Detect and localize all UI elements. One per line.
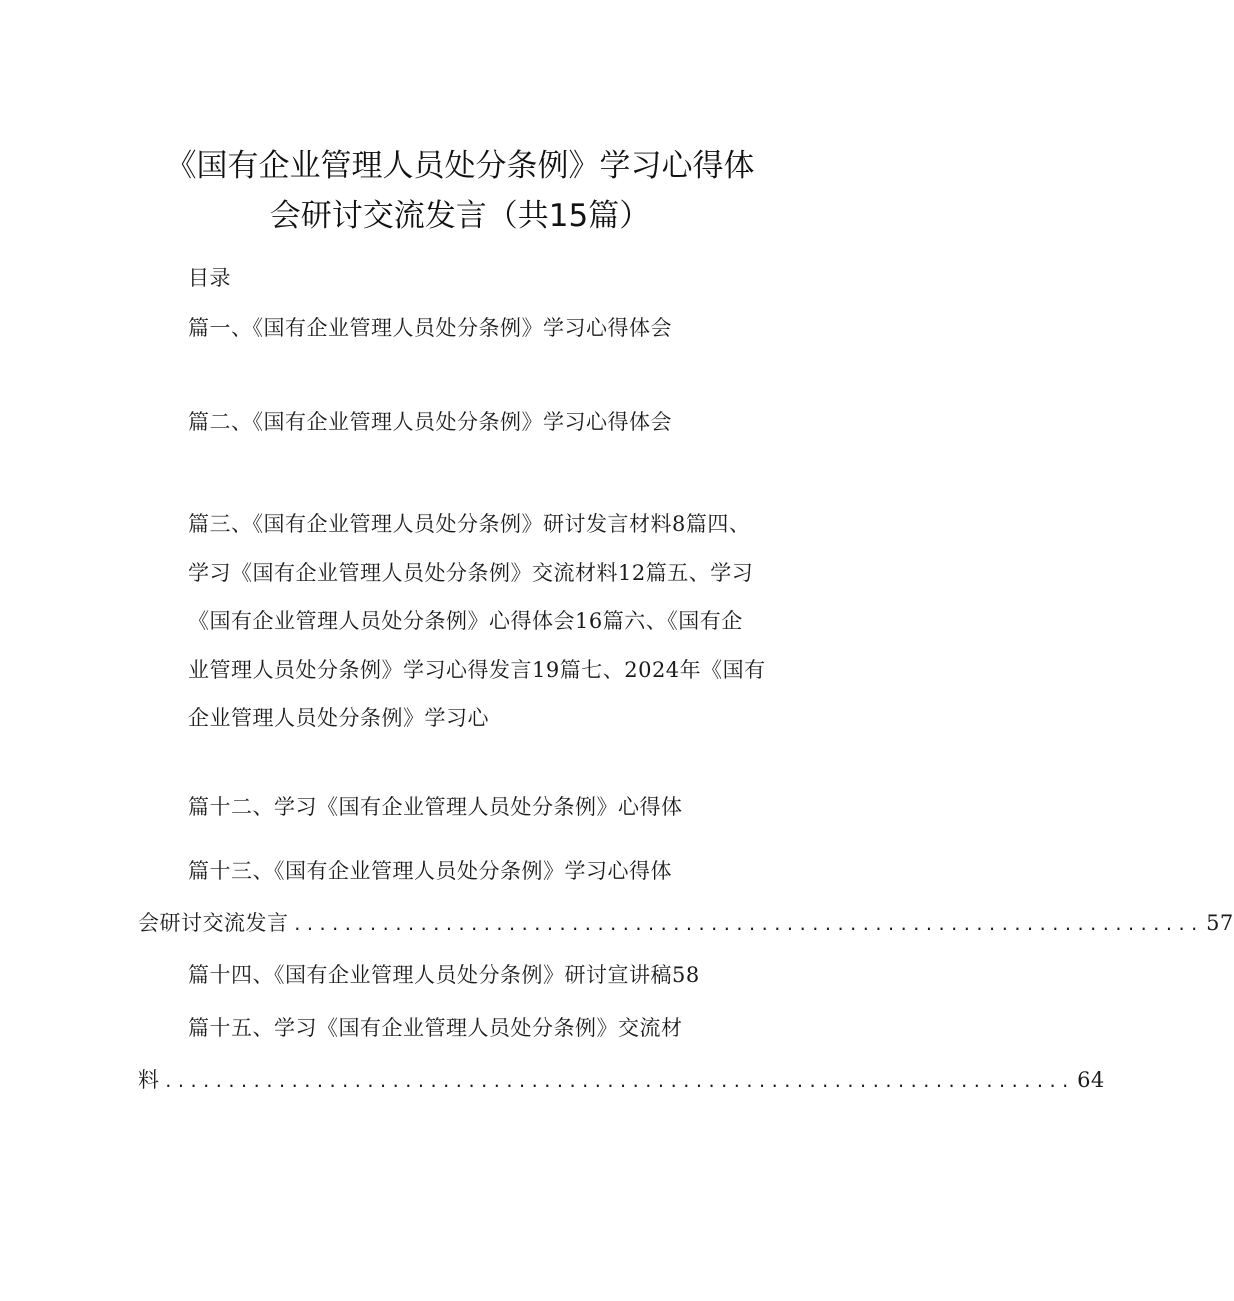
toc-item-12: 篇十二、学习《国有企业管理人员处分条例》心得体	[188, 795, 683, 819]
toc-item-13-text: 会研讨交流发言	[138, 911, 289, 935]
toc-item-15-line-1: 篇十五、学习《国有企业管理人员处分条例》交流材	[188, 1016, 683, 1040]
document-title-line-2: 会研讨交流发言（共15篇）	[269, 198, 651, 234]
toc-line: 业管理人员处分条例》学习心得发言19篇七、2024年《国有	[188, 657, 766, 682]
toc-page-number: 64	[1077, 1068, 1105, 1092]
toc-item-15-text: 料	[138, 1068, 160, 1092]
toc-line: 学习《国有企业管理人员处分条例》交流材料12篇五、学习	[188, 560, 754, 585]
toc-item-2: 篇二、《国有企业管理人员处分条例》学习心得体会	[188, 410, 672, 434]
document-title-line-1: 《国有企业管理人员处分条例》学习心得体	[165, 148, 755, 184]
toc-items-3-to-7	[188, 500, 798, 743]
toc-item-14: 篇十四、《国有企业管理人员处分条例》研讨宣讲稿58	[188, 963, 700, 987]
toc-item-13-line-1: 篇十三、《国有企业管理人员处分条例》学习心得体	[188, 859, 672, 883]
toc-item-15-line-2	[138, 1064, 1105, 1094]
toc-line: 篇三、《国有企业管理人员处分条例》研讨发言材料8篇四、	[188, 512, 751, 536]
toc-item-1: 篇一、《国有企业管理人员处分条例》学习心得体会	[188, 316, 672, 340]
dot-leader: ........................................................................	[292, 915, 1203, 934]
toc-line: 《国有企业管理人员处分条例》心得体会16篇六、《国有企	[188, 609, 743, 633]
toc-page-number: 57	[1206, 911, 1234, 935]
toc-heading: 目录	[188, 266, 231, 290]
toc-item-13-line-2	[138, 907, 1234, 937]
dot-leader: ........................................................................	[163, 1072, 1074, 1091]
toc-line: 企业管理人员处分条例》学习心	[188, 706, 489, 730]
